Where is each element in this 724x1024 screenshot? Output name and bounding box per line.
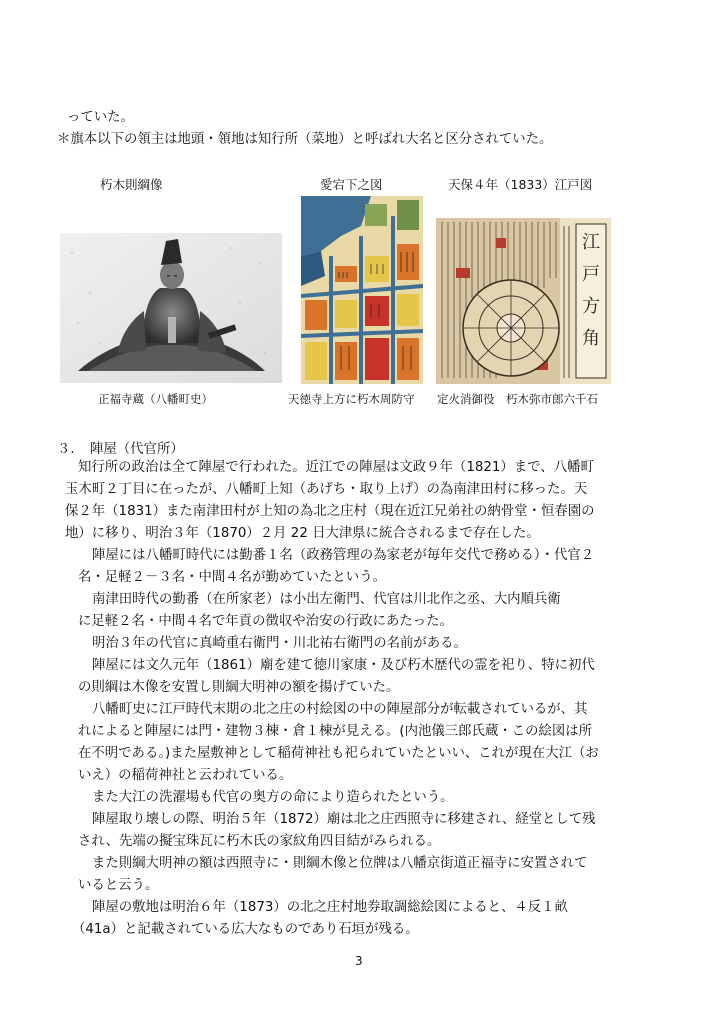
section-title: 陣屋（代官所）	[90, 442, 184, 457]
body-line: 名・足軽２－３名・中間４名が勤めていたという。	[78, 570, 386, 585]
body-line: 保２年（1831）また南津田村が上知の為北之庄村（現在近江兄弟社の納骨堂・恒春園の	[65, 504, 595, 519]
body-line: いえ）の稲荷神社と云われている。	[78, 768, 293, 783]
body-line: され、先端の擬宝珠瓦に朽木氏の家紋角四目結がみられる。	[78, 834, 441, 849]
body-line: 陣屋には八幡町時代には勤番１名（政務管理の為家老が毎年交代で務める）・代官２	[92, 548, 595, 563]
edo-map-banner-char-4: 角	[582, 328, 600, 349]
body-line: 知行所の政治は全て陣屋で行われた。近江での陣屋は文政９年（1821）まで、八幡町	[78, 460, 594, 475]
figure-title-portrait: 朽木則綱像	[100, 177, 163, 192]
section-number: ３．	[57, 442, 84, 457]
edo-map-banner-char-3: 方	[582, 296, 600, 317]
atago-map-image	[301, 196, 423, 384]
body-line: （41a）と記載されている広大なものであり石垣が残る。	[72, 922, 419, 937]
body-line: に足軽２名・中間４名で年貢の徴収や治安の行政にあたった。	[78, 614, 453, 629]
figure-title-edo-map: 天保４年（1833）江戸図	[448, 177, 593, 192]
caption-portrait: 正福寺蔵（八幡町史）	[98, 392, 213, 406]
intro-note: ＊旗本以下の領主は地頭・領地は知行所（菜地）と呼ばれ大名と区分されていた。	[57, 132, 553, 147]
edo-map-image	[436, 218, 611, 384]
statue-photo	[60, 233, 282, 383]
body-line: いると云う。	[78, 878, 159, 893]
body-line: 南津田時代の勤番（在所家老）は小出左衛門、代官は川北作之丞、大内順兵衛	[92, 592, 561, 607]
body-line: 八幡町史に江戸時代末期の北之庄の村絵図の中の陣屋部分が転載されているが、其	[92, 702, 588, 717]
page-number: 3	[355, 954, 363, 968]
body-line: 明治３年の代官に真崎重右衛門・川北祐右衛門の名前がある。	[92, 636, 467, 651]
body-line: また大江の洗濯場も代官の奥方の命により造られたという。	[92, 790, 454, 805]
body-line: の則綱は木像を安置し則綱大明神の額を揚げていた。	[78, 680, 400, 695]
body-line: 陣屋には文久元年（1861）廟を建て徳川家康・及び朽木歴代の霊を祀り、特に初代	[92, 658, 595, 673]
edo-map-banner-char-1: 江	[582, 232, 600, 253]
body-line: 在不明である。)また屋敷神として稲荷神社も祀られていたといい、これが現在大江（お	[78, 746, 599, 761]
figure-title-atago-map: 愛宕下之図	[320, 177, 383, 192]
body-line: また則綱大明神の額は西照寺に・則綱木像と位牌は八幡京街道正福寺に安置されて	[92, 856, 588, 871]
body-line: 陣屋取り壊しの際、明治５年（1872）廟は北之庄西照寺に移建され、経堂として残	[92, 812, 596, 827]
intro-line-1: っていた。	[67, 110, 134, 125]
caption-atago-map: 天徳寺上方に朽木周防守	[288, 392, 415, 406]
caption-edo-map: 定火消御役 朽木弥市郎六千石	[437, 392, 598, 406]
body-line: 玉木町２丁目に在ったが、八幡町上知（あげち・取り上げ）の為南津田村に移った。天	[65, 482, 588, 497]
body-line: れによると陣屋には門・建物３棟・倉１棟が見える。(内池儀三郎氏蔵・この絵図は所	[78, 724, 593, 739]
body-line: 地）に移り、明治３年（1870）２月 22 日大津県に統合されるまで存在した。	[65, 526, 540, 541]
edo-map-banner-char-2: 戸	[582, 264, 600, 285]
body-line: 陣屋の敷地は明治６年（1873）の北之庄村地券取調総絵図によると、４反１畝	[92, 900, 568, 915]
